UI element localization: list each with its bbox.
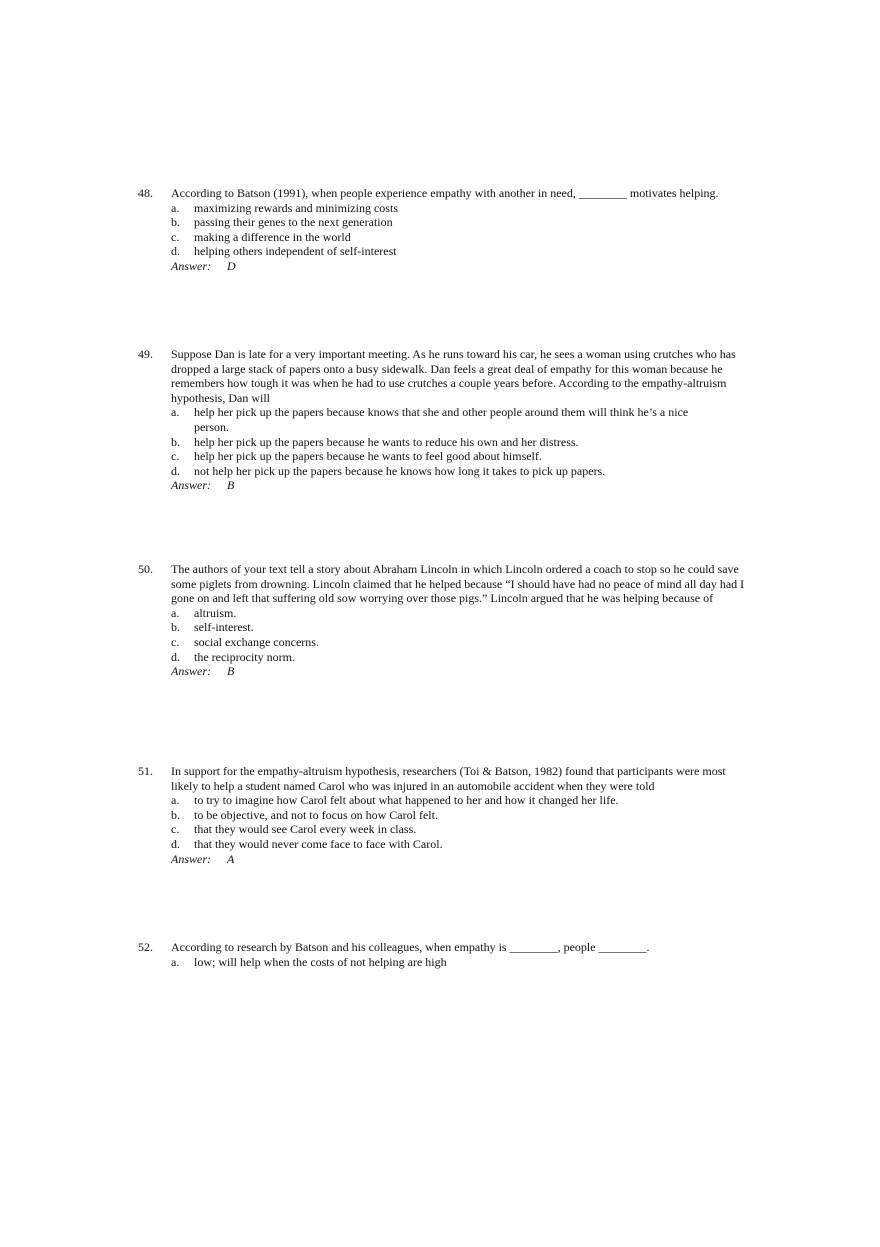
question-stem bbox=[138, 562, 748, 606]
answer-line bbox=[171, 259, 748, 274]
option-letter: c. bbox=[171, 229, 180, 244]
option-letter: a. bbox=[171, 200, 180, 215]
option-list bbox=[171, 793, 748, 851]
option-letter: c. bbox=[171, 634, 180, 649]
answer-label: Answer: bbox=[171, 664, 211, 679]
question-number: 51. bbox=[138, 764, 153, 778]
option-letter: d. bbox=[171, 836, 180, 851]
question-stem bbox=[138, 940, 748, 955]
option-text: not help her pick up the papers because he knows how long it takes to pick up papers. bbox=[194, 463, 606, 478]
option-list bbox=[171, 606, 748, 664]
option-d bbox=[171, 244, 748, 259]
question-51 bbox=[138, 764, 748, 866]
option-letter: b. bbox=[171, 807, 180, 822]
question-number: 48. bbox=[138, 186, 153, 200]
option-a bbox=[171, 606, 748, 621]
option-d bbox=[171, 650, 748, 665]
question-52 bbox=[138, 940, 748, 969]
option-letter: a. bbox=[171, 954, 180, 969]
answer-value: A bbox=[227, 851, 235, 866]
option-text: help her pick up the papers because knows that she and other people around them will think he’s a nice person. bbox=[194, 405, 689, 434]
option-b bbox=[171, 435, 748, 450]
question-text: Suppose Dan is late for a very important meeting. As he runs toward his car, he sees a woman using crutches who has dropped a large stack of papers onto a busy sidewalk. Dan feels a great deal of empathy for this woman because he remembers how tough it was when he had to use crutches a couple years before. According to the empathy-altruism hypothesis, Dan will bbox=[171, 347, 736, 405]
option-text: the reciprocity norm. bbox=[194, 649, 295, 664]
question-text: According to Batson (1991), when people experience empathy with another in need, ________ motivates helping. bbox=[171, 186, 719, 200]
question-number: 50. bbox=[138, 562, 153, 576]
question-text: The authors of your text tell a story about Abraham Lincoln in which Lincoln ordered a coach to stop so he could save some piglets from drowning. Lincoln claimed that he helped because “I should have had no peace of mind all day had I gone on and left that suffering old sow worrying over those pigs.” Lincoln argued that he was helping because of bbox=[171, 562, 745, 606]
question-number: 52. bbox=[138, 940, 153, 954]
option-letter: c. bbox=[171, 822, 180, 837]
option-a bbox=[171, 793, 748, 808]
question-stem bbox=[138, 186, 748, 201]
option-text: help her pick up the papers because he wants to reduce his own and her distress. bbox=[194, 434, 579, 449]
answer-label: Answer: bbox=[171, 478, 211, 493]
option-letter: d. bbox=[171, 244, 180, 259]
answer-label: Answer: bbox=[171, 258, 211, 273]
question-49 bbox=[138, 347, 748, 493]
option-letter: b. bbox=[171, 620, 180, 635]
answer-line bbox=[171, 664, 748, 679]
option-letter: b. bbox=[171, 434, 180, 449]
option-letter: c. bbox=[171, 449, 180, 464]
answer-line bbox=[171, 852, 748, 867]
option-text: low; will help when the costs of not helping are high bbox=[194, 954, 447, 969]
option-list bbox=[171, 405, 748, 478]
option-a bbox=[171, 201, 748, 216]
question-text: According to research by Batson and his colleagues, when empathy is ________, people ________. bbox=[171, 940, 650, 954]
option-a bbox=[171, 955, 748, 970]
option-c bbox=[171, 230, 748, 245]
option-text: to be objective, and not to focus on how Carol felt. bbox=[194, 807, 438, 822]
option-letter: a. bbox=[171, 793, 180, 808]
question-stem bbox=[138, 347, 748, 405]
question-text: In support for the empathy-altruism hypothesis, researchers (Toi & Batson, 1982) found that participants were most likely to help a student named Carol who was injured in an automobile accident when they were told bbox=[171, 764, 726, 793]
answer-value: B bbox=[227, 664, 235, 679]
option-text: to try to imagine how Carol felt about what happened to her and how it changed her life. bbox=[194, 793, 619, 808]
option-text: making a difference in the world bbox=[194, 229, 351, 244]
option-b bbox=[171, 620, 748, 635]
question-number: 49. bbox=[138, 347, 153, 361]
option-letter: d. bbox=[171, 463, 180, 478]
option-c bbox=[171, 635, 748, 650]
question-stem bbox=[138, 764, 748, 793]
option-list bbox=[171, 201, 748, 259]
option-letter: a. bbox=[171, 405, 180, 420]
option-text: maximizing rewards and minimizing costs bbox=[194, 200, 398, 215]
option-c bbox=[171, 822, 748, 837]
option-text: passing their genes to the next generation bbox=[194, 215, 393, 230]
answer-value: B bbox=[227, 478, 235, 493]
option-text: altruism. bbox=[194, 605, 237, 620]
option-text: that they would see Carol every week in class. bbox=[194, 822, 417, 837]
option-text: helping others independent of self-interest bbox=[194, 244, 397, 259]
option-letter: d. bbox=[171, 649, 180, 664]
option-d bbox=[171, 464, 748, 479]
option-a bbox=[171, 405, 748, 434]
answer-value: D bbox=[227, 258, 236, 273]
option-text: self-interest. bbox=[194, 620, 254, 635]
option-d bbox=[171, 837, 748, 852]
option-text: that they would never come face to face with Carol. bbox=[194, 836, 443, 851]
option-b bbox=[171, 215, 748, 230]
answer-label: Answer: bbox=[171, 851, 211, 866]
option-letter: a. bbox=[171, 605, 180, 620]
answer-line bbox=[171, 478, 748, 493]
option-b bbox=[171, 808, 748, 823]
option-letter: b. bbox=[171, 215, 180, 230]
option-text: social exchange concerns. bbox=[194, 634, 319, 649]
option-c bbox=[171, 449, 748, 464]
option-list bbox=[171, 955, 748, 970]
question-48 bbox=[138, 186, 748, 274]
question-50 bbox=[138, 562, 748, 679]
option-text: help her pick up the papers because he wants to feel good about himself. bbox=[194, 449, 542, 464]
